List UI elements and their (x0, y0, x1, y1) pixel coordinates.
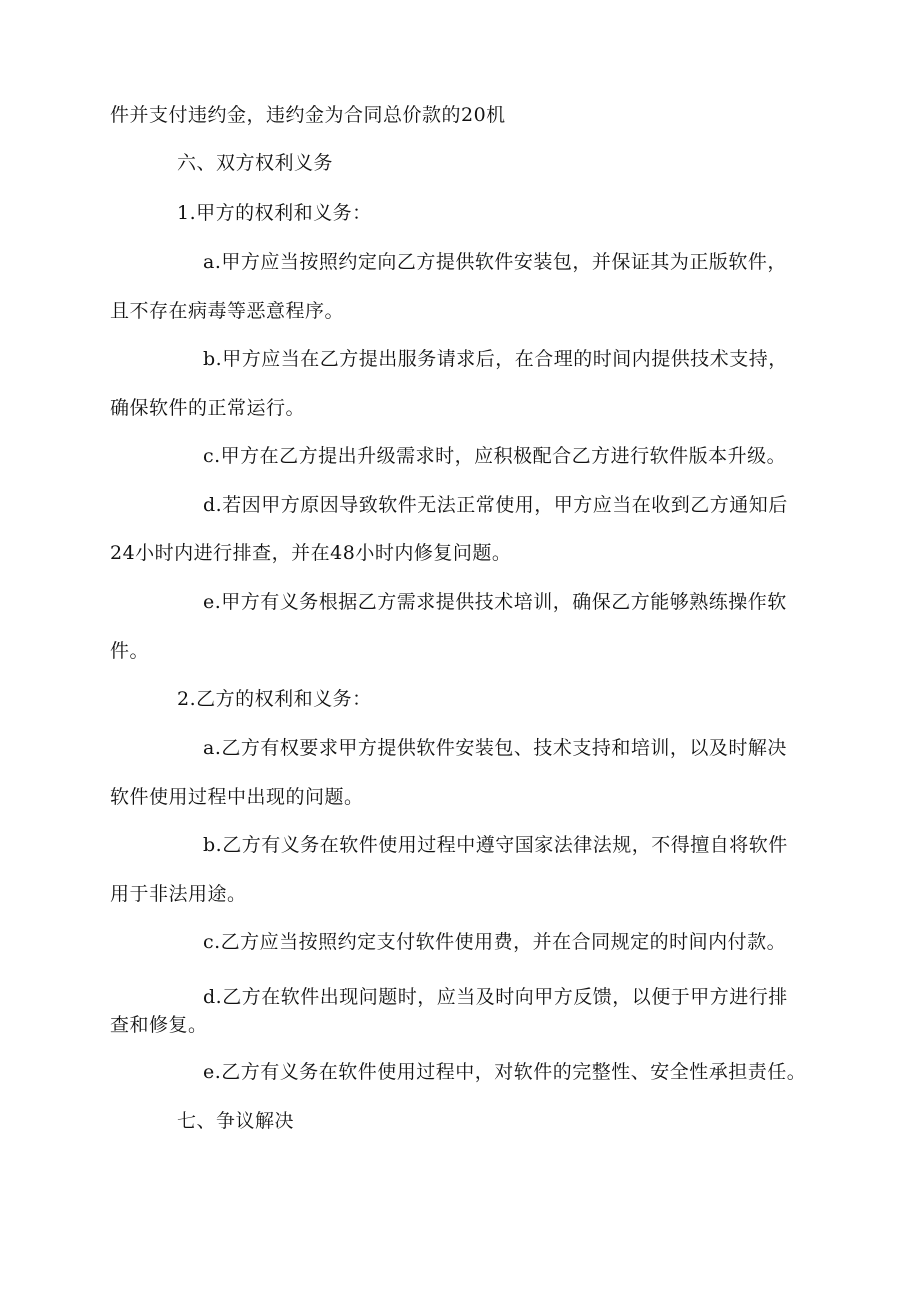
clause-e-line-1: e.乙方有义务在软件使用过程中，对软件的完整性、安全性承担责任。 (203, 1061, 807, 1083)
clause-b-line-1: b.乙方有义务在软件使用过程中遵守国家法律法规，不得擅自将软件 (203, 834, 788, 856)
clause-b-line-2: 用于非法用途。 (110, 883, 247, 905)
clause-b-line-2: 确保软件的正常运行。 (110, 397, 306, 419)
clause-c-line-1: c.乙方应当按照约定支付软件使用费，并在合同规定的时间内付款。 (203, 931, 787, 953)
clause-d-line-2: 24小时内进行排查，并在48小时内修复问题。 (110, 542, 512, 564)
clause-a-line-1: a.乙方有权要求甲方提供软件安装包、技术支持和培训，以及时解决 (203, 737, 787, 759)
section-heading-6: 六、双方权利义务 (177, 152, 334, 174)
clause-d-line-2: 查和修复。 (110, 1014, 208, 1036)
clause-a-line-2: 且不存在病毒等恶意程序。 (110, 300, 345, 322)
clause-a-line-1: a.甲方应当按照约定向乙方提供软件安装包，并保证其为正版软件， (203, 251, 787, 273)
subheading-party-a: 1.甲方的权利和义务： (177, 202, 372, 224)
paragraph-continuation: 件并支付违约金，违约金为合同总价款的20机 (110, 104, 506, 126)
clause-d-line-1: d.若因甲方原因导致软件无法正常使用，甲方应当在收到乙方通知后 (203, 494, 788, 516)
section-heading-7: 七、争议解决 (177, 1110, 295, 1132)
subheading-party-b: 2.乙方的权利和义务： (177, 688, 372, 710)
clause-a-line-2: 软件使用过程中出现的问题。 (110, 786, 364, 808)
clause-d-line-1: d.乙方在软件出现问题时，应当及时向甲方反馈，以便于甲方进行排 (203, 986, 788, 1008)
clause-e-line-1: e.甲方有义务根据乙方需求提供技术培训，确保乙方能够熟练操作软 (203, 591, 787, 613)
clause-b-line-1: b.甲方应当在乙方提出服务请求后，在合理的时间内提供技术支持， (203, 348, 788, 370)
clause-e-line-2: 件。 (110, 640, 150, 662)
clause-c-line-1: c.甲方在乙方提出升级需求时，应积极配合乙方进行软件版本升级。 (203, 445, 787, 467)
